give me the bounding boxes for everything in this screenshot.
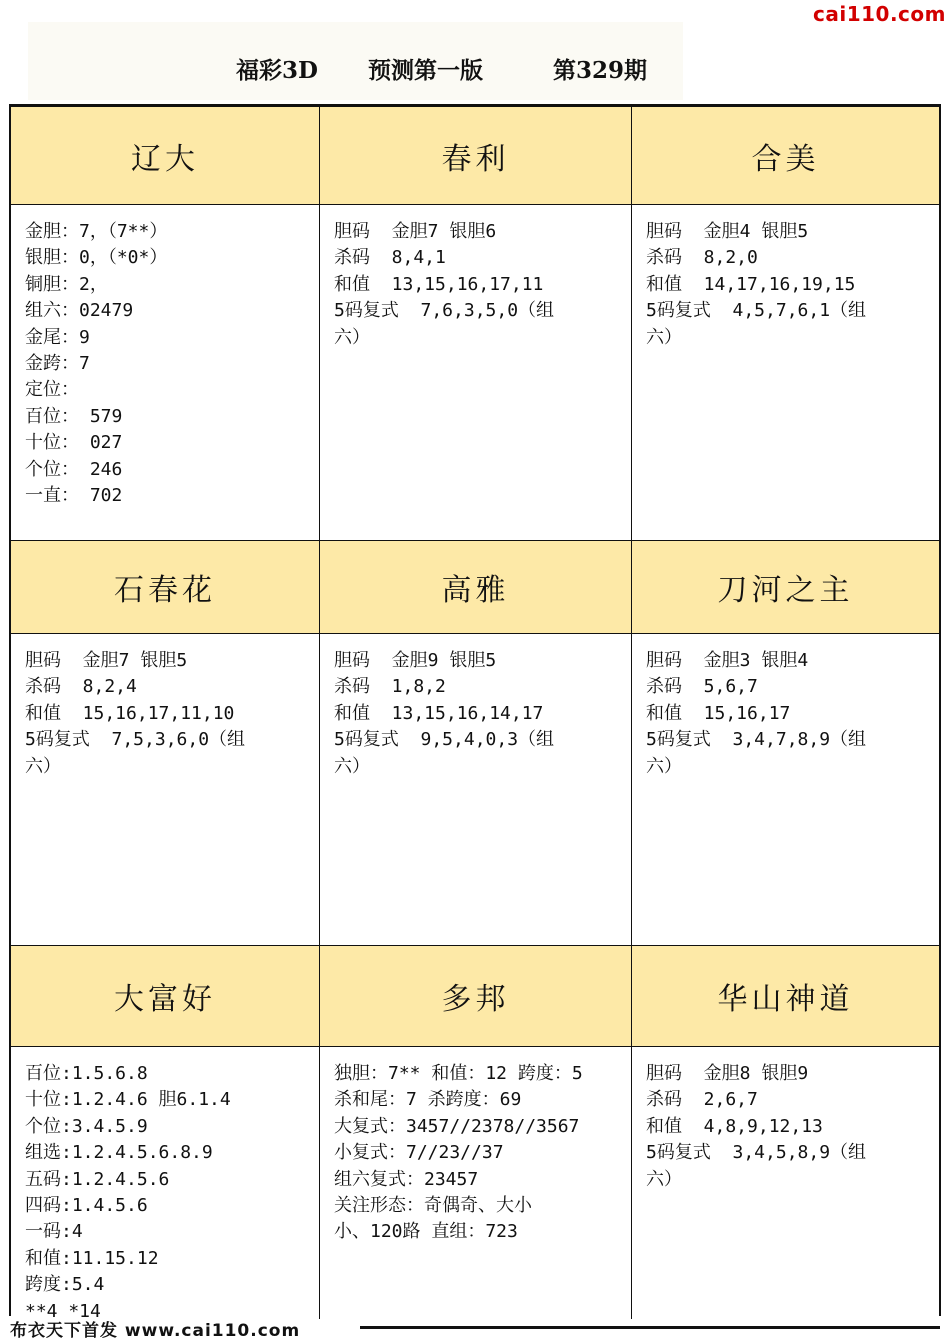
prediction-line: 一码:4 xyxy=(25,1221,83,1243)
prediction-line: 和值 15,16,17,11,10 xyxy=(25,702,235,724)
prediction-line: 胆码 金胆7 银胆6 xyxy=(334,221,497,242)
prediction-line: 杀码 8,4,1 xyxy=(334,247,446,269)
prediction-grid xyxy=(9,104,941,1322)
prediction-line: 杀码 8,2,4 xyxy=(25,676,137,698)
expert-name: 春利 xyxy=(320,107,632,205)
prediction-line: 四码:1.4.5.6 xyxy=(25,1195,148,1217)
prediction-line: 金胆：7，（7**） xyxy=(25,221,168,242)
expert-name: 高雅 xyxy=(320,541,632,634)
prediction-line: 个位： 246 xyxy=(25,458,123,480)
page-title xyxy=(0,52,950,88)
prediction-line: 胆码 金胆4 银胆5 xyxy=(646,221,809,242)
prediction-line: 5码复式 7,6,3,5,0（组 xyxy=(334,300,555,322)
prediction-line: 组选:1.2.4.5.6.8.9 xyxy=(25,1142,213,1164)
prediction-line: 小、120路 直组：723 xyxy=(334,1221,518,1243)
footer-rule xyxy=(360,1326,940,1329)
prediction-line: 金尾：9 xyxy=(25,326,90,348)
prediction-line: 杀码 2,6,7 xyxy=(646,1089,758,1111)
prediction-line: 小复式：7//23//37 xyxy=(334,1142,504,1164)
prediction-line: 五码:1.2.4.5.6 xyxy=(25,1168,170,1190)
prediction-line: 胆码 金胆9 银胆5 xyxy=(334,650,497,671)
prediction-line: 独胆：7** 和值：12 跨度：5 xyxy=(334,1063,583,1084)
prediction-line: 大复式：3457//2378//3567 xyxy=(334,1115,580,1137)
expert-name: 刀河之主 xyxy=(632,541,939,634)
prediction-line: 六） xyxy=(334,326,370,348)
prediction-line: 银胆：0，（*0*） xyxy=(25,247,168,269)
edition-label: 预测第一版 xyxy=(368,57,483,84)
lottery-name: 福彩3D xyxy=(236,57,318,84)
prediction-line: 组六：02479 xyxy=(25,300,134,322)
prediction-line: 5码复式 7,5,3,6,0（组 xyxy=(25,729,246,751)
prediction-line: 一直： 702 xyxy=(25,485,123,507)
expert-prediction xyxy=(632,634,939,946)
prediction-line: 六） xyxy=(334,755,370,777)
prediction-line: 关注形态：奇偶奇、大小 xyxy=(334,1195,532,1217)
prediction-line: 个位:3.4.5.9 xyxy=(25,1115,148,1137)
prediction-line: 杀和尾：7 杀跨度：69 xyxy=(334,1089,522,1111)
prediction-line: 铜胆：2， xyxy=(25,273,108,295)
prediction-line: 和值 13,15,16,14,17 xyxy=(334,702,544,724)
prediction-line: 胆码 金胆8 银胆9 xyxy=(646,1063,809,1084)
expert-name: 华山神道 xyxy=(632,946,939,1047)
expert-prediction xyxy=(11,634,320,946)
prediction-line: 六） xyxy=(646,755,682,777)
prediction-line: 六） xyxy=(25,755,61,777)
prediction-line: 胆码 金胆7 银胆5 xyxy=(25,650,188,671)
expert-prediction xyxy=(320,634,632,946)
expert-name: 辽大 xyxy=(11,107,320,205)
expert-prediction xyxy=(632,205,939,541)
expert-name: 多邦 xyxy=(320,946,632,1047)
prediction-line: 杀码 8,2,0 xyxy=(646,247,758,269)
prediction-line: 杀码 5,6,7 xyxy=(646,676,758,698)
expert-prediction xyxy=(320,1047,632,1319)
prediction-line: 5码复式 4,5,7,6,1（组 xyxy=(646,300,867,322)
prediction-line: 百位:1.5.6.8 xyxy=(25,1063,148,1084)
prediction-line: 跨度:5.4 xyxy=(25,1274,105,1296)
prediction-line: 5码复式 3,4,7,8,9（组 xyxy=(646,729,867,751)
expert-name: 大富好 xyxy=(11,946,320,1047)
prediction-line: 和值 4,8,9,12,13 xyxy=(646,1115,823,1137)
expert-name: 合美 xyxy=(632,107,939,205)
expert-name: 石春花 xyxy=(11,541,320,634)
prediction-line: 胆码 金胆3 银胆4 xyxy=(646,650,809,671)
prediction-line: 十位： 027 xyxy=(25,432,123,454)
prediction-line: 十位:1.2.4.6 胆6.1.4 xyxy=(25,1089,231,1111)
site-watermark: cai110.com xyxy=(813,2,946,26)
prediction-line: 组六复式：23457 xyxy=(334,1168,479,1190)
prediction-line: 5码复式 3,4,5,8,9（组 xyxy=(646,1142,867,1164)
prediction-line: 和值 15,16,17 xyxy=(646,702,791,724)
prediction-line: 和值 13,15,16,17,11 xyxy=(334,273,544,295)
footer-text: 布衣天下首发 www.cai110.com xyxy=(10,1321,301,1341)
expert-prediction xyxy=(320,205,632,541)
prediction-line: 杀码 1,8,2 xyxy=(334,676,446,698)
prediction-line: 百位： 579 xyxy=(25,405,123,427)
prediction-line: 六） xyxy=(646,326,682,348)
prediction-line: 六） xyxy=(646,1168,682,1190)
prediction-line: **4 *14 xyxy=(25,1300,101,1322)
expert-prediction xyxy=(11,1047,320,1322)
prediction-line: 5码复式 9,5,4,0,3（组 xyxy=(334,729,555,751)
expert-prediction xyxy=(632,1047,939,1319)
prediction-line: 定位： xyxy=(25,379,79,401)
issue-number: 第329期 xyxy=(553,57,648,84)
prediction-line: 和值:11.15.12 xyxy=(25,1247,159,1269)
expert-prediction xyxy=(11,205,320,541)
prediction-line: 金跨：7 xyxy=(25,353,90,375)
prediction-line: 和值 14,17,16,19,15 xyxy=(646,273,856,295)
